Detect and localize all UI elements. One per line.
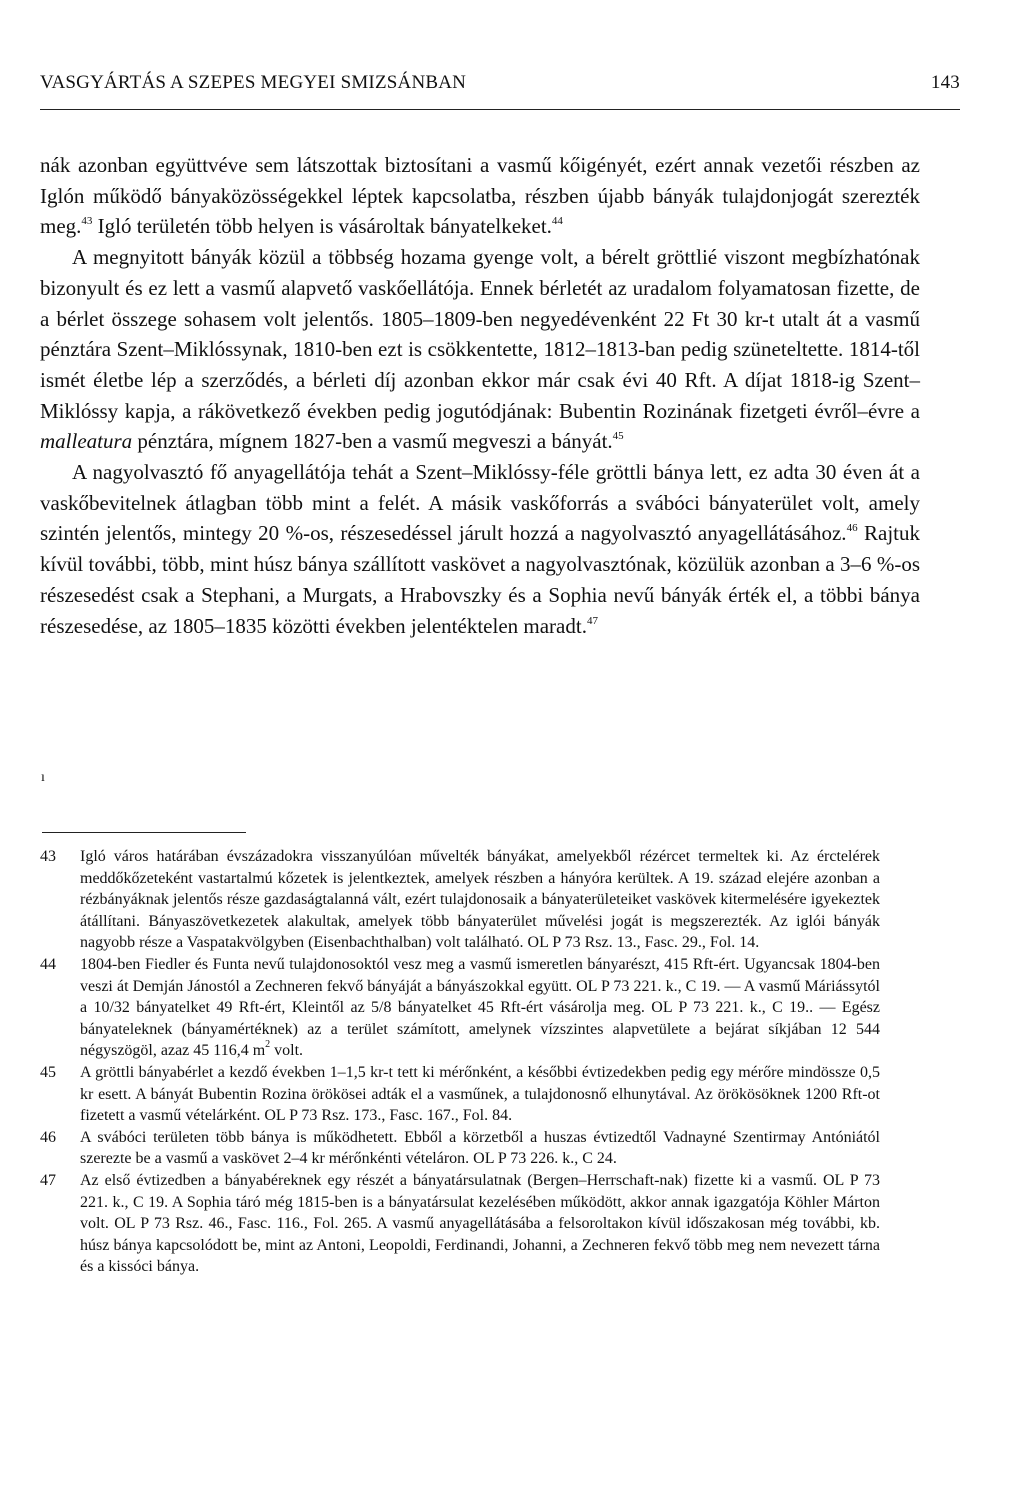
paragraph-2: A megnyitott bányák közül a többség hozama gyenge volt, a bérelt gröttlié viszont megbízhatónak bizonyult és ez lett a vasmű alapvető vaskőellátója. Ennek bérletét az uradalom folyamatosan fizette, de a bérlet összege sohasem volt jelentős. 1805–1809-ben negyedévenként 22 Ft 30 kr-t utalt át a vasmű pénztára Szent–Miklóssynak, 1810-ben ezt is csökkentette, 1812–1813-ban pedig szüneteltette. 1814-től ismét életbe lép a szerződés, a bérleti díj azonban ekkor már csak évi 40 Rft. A díjat 1818-ig Szent–Miklóssy kapja, a rákövetkező években pedig jogutódjának: Bubentin Rozinának fizetgeti évről–évre a malleatura pénztára, mígnem 1827-ben a vasmű megveszi a bányát.$^{45}$ [40, 245, 920, 454]
footnote-number: 43 [40, 848, 56, 865]
footnote-45 [40, 1062, 880, 1127]
footnote-text: A gröttli bányabérlet a kezdő években 1–1,5 kr-t tett ki mérőnként, a későbbi évtizedekben pedig egy mérőre mindössze 0,5 kr esett. A bányát Bubentin Rozina örökösei adták el a vasműnek, a tulajdonosnő elhunytával. Az örökösöknek 1200 Rft-ot fizetett a vasmű vételárként. OL P 73 Rsz. 173., Fasc. 167., Fol. 84. [80, 1063, 880, 1125]
footnote-text: Az első évtizedben a bányabéreknek egy részét a bányatársulatnak (Bergen–Herrschaft-nak) fizette ki a vasmű. OL P 73 221. k., C 19. A Sophia táró még 1815-ben is a bányatársulat kezelésében működött, akkor annak igazgatója Köhler Márton volt. OL P 73 Rsz. 46., Fasc. 116., Fol. 265. A vasmű anyagellátásába a felsoroltakon kívül időszakosan még további, kb. húsz bánya kapcsolódott be, mint az Antoni, Leopoldi, Ferdinandi, Johanni, a Zechneren fekvő több meg nem nevezett tárna és a kissóci bánya. [80, 1171, 880, 1276]
page-number: 143 [930, 72, 960, 93]
footnote-number: 44 [40, 955, 56, 973]
footnote-ref-44[interactable]: 44 [551, 215, 563, 228]
main-text [40, 150, 920, 641]
footnote-text: 1804-ben Fiedler és Funta nevű tulajdonosoktól vesz meg a vasmű ismeretlen bányarészt, 415 Rft-ért. Ugyancsak 1804-ben veszi át Demján Jánostól a Zechneren fekvő bányáját a bányászokkal együtt. OL P 73 221. k., C 19. — A vasmű Máriássytól a 10/32 bányatelket 49 Rft-ért, Kleintől az 5/8 bányatelket 45 Rft-ért vásárolja meg. OL P 73 221. k., C 19.. — Egész bányateleknek (bányamértéknek) az a terület számított, amelynek vízszintes alapvetülete a bejárat síkjában 12 544 négyszögöl, azaz 45 116,4 $m^2$ volt. [80, 955, 880, 1060]
footnote-46 [40, 1127, 880, 1170]
footnote-44 [40, 954, 880, 1062]
stray-mark: ı [41, 770, 45, 785]
footnote-text: Igló város határában évszázadokra visszanyúlóan művelték bányákat, amelyekből rézércet termeltek ki. Az érctelérek meddőkőzeteként vastartalmú kőzetek is jelentkeztek, amelyek részben a hányóra kerültek. A 19. század elejére azonban a rézbányáknak jelentős része gazdaságtalanná vált, ezért tulajdonosaik a bányaterületeiket vaskövek kitermelésére igyekeztek átállítani. Bányaszövetkezetek alakultak, amelyek több bányaterület művelési jogát is megszerezték. Az iglói bányák nagyobb része a Vaspatakvölgyben (Eisenbachthalban) volt található. OL P 73 Rsz. 13., Fasc. 29., Fol. 14. [80, 848, 880, 952]
footnote-ref-45[interactable]: 45 [612, 430, 624, 443]
footnote-47 [40, 1170, 880, 1278]
footnote-ref-43[interactable]: 43 [81, 215, 93, 228]
superscript: 2 [265, 1039, 271, 1051]
paragraph-1: nák azonban együttvéve sem látszottak biztosítani a vasmű kőigényét, ezért annak vezetői részben az Iglón működő bányaközösségekkel léptek kapcsolatba, részben újabb bányák tulajdonjogát szerezték meg.$^{43}$ Igló területén több helyen is vásároltak bányatelkeket.$^{44}$ [40, 153, 920, 239]
italic-term: malleatura [40, 429, 133, 454]
header-rule [40, 109, 960, 110]
footnote-text: A svábóci területen több bánya is működhetett. Ebből a körzetből a huszas évtizedtől Vadnayné Szentirmay Antóniától szerezte be a vasmű a vaskövet 2–4 kr mérőnkénti vételáron. OL P 73 226. k., C 24. [80, 1128, 880, 1168]
footnote-ref-46[interactable]: 46 [846, 522, 858, 535]
footnote-number: 47 [40, 1171, 56, 1189]
footnote-number: 45 [40, 1063, 56, 1081]
footnotes [40, 846, 880, 1278]
running-head [40, 72, 960, 94]
footnote-rule [42, 832, 246, 833]
footnote-ref-47[interactable]: 47 [586, 614, 598, 627]
footnote-number: 46 [40, 1128, 56, 1146]
running-head-title: VASGYÁRTÁS A SZEPES MEGYEI SMIZSÁNBAN [40, 72, 467, 93]
footnote-43 [40, 846, 880, 954]
paragraph-3: A nagyolvasztó fő anyagellátója tehát a Szent–Miklóssy-féle gröttli bánya lett, ez adta 30 éven át a vaskőbevitelnek átlagban több mint a felét. A másik vaskőforrás a svábóci bányaterület volt, amely szintén jelentős, mintegy 20 %-os, részesedéssel járult hozzá a nagyolvasztó anyagellátásához.$^{46}$ Rajtuk kívül további, több, mint húsz bánya szállított vaskövet a nagyolvasztónak, közülük azonban a 3–6 %-os részesedést csak a Stephani, a Murgats, a Hrabovszky és a Sophia nevű bányák érték el, a többi bánya részesedése, az 1805–1835 közötti években jelentéktelen maradt.$^{47}$ [40, 460, 920, 638]
